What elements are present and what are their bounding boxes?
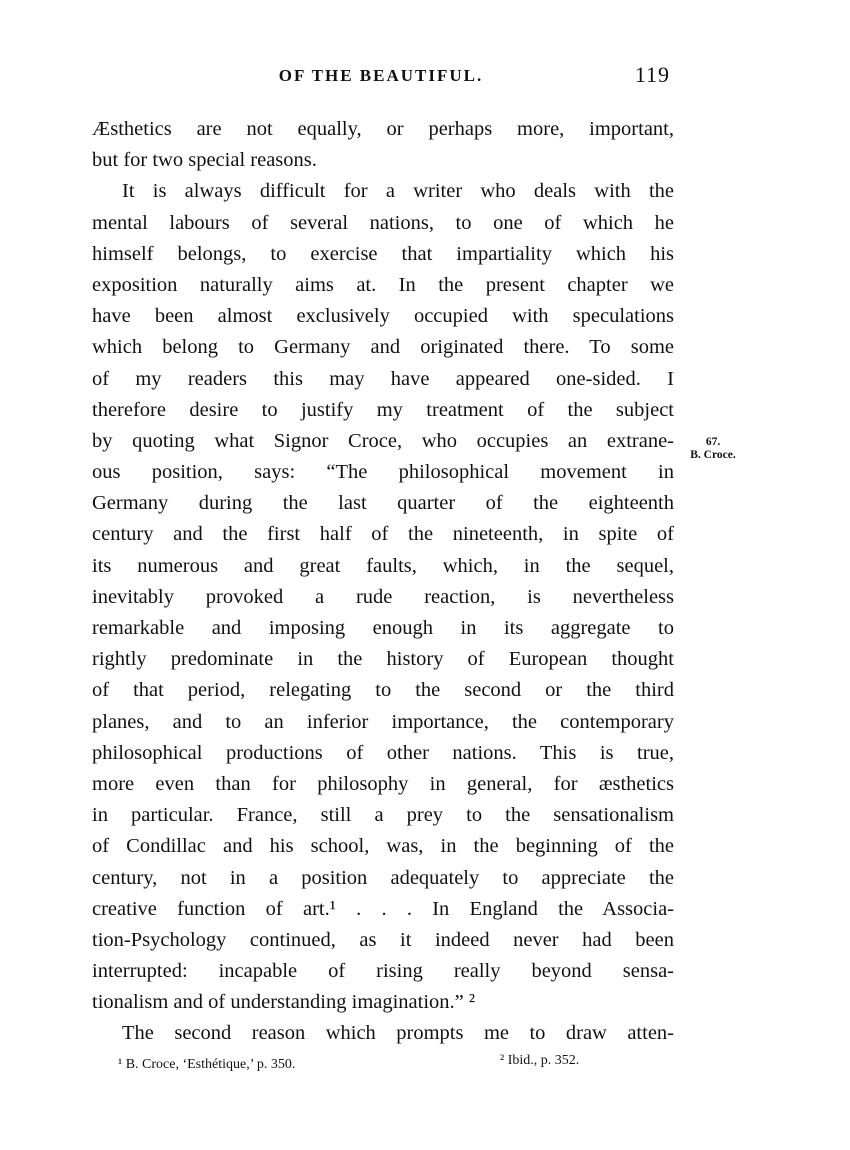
page-header — [92, 62, 670, 90]
text-line: more even than for philosophy in general, for æsthetics — [92, 772, 674, 795]
text-line: tion-Psychology continued, as it indeed never had been — [92, 928, 674, 951]
text-line: but for two special reasons. — [92, 149, 317, 172]
text-line: inevitably provoked a rude reaction, is nevertheless — [92, 585, 674, 608]
text-line: in particular. France, still a prey to the sensationalism — [92, 804, 674, 827]
margin-note-number: 67. — [705, 436, 721, 448]
text-line: Æsthetics are not equally, or perhaps more, important, — [92, 118, 674, 140]
text-line: planes, and to an inferior importance, the contemporary — [92, 710, 674, 733]
running-head: OF THE BEAUTIFUL. — [278, 66, 484, 85]
text-line: interrupted: incapable of rising really beyond sensa- — [92, 960, 674, 983]
text-line: remarkable and imposing enough in its aggregate to — [92, 617, 674, 639]
text-line: It is always difficult for a writer who deals with the — [122, 180, 674, 203]
text-line: of my readers this may have appeared one-sided. I — [92, 367, 674, 390]
text-line: which belong to Germany and originated there. To some — [92, 336, 674, 359]
text-line: himself belongs, to exercise that impartiality which his — [92, 242, 674, 265]
margin-note-label: B. Croce. — [690, 449, 736, 461]
text-line: The second reason which prompts me to draw atten- — [122, 1022, 674, 1045]
page-number: 119 — [634, 62, 670, 87]
footnote-1: ¹ B. Croce, ‘Esthétique,’ p. 350. — [118, 1057, 296, 1072]
text-line: have been almost exclusively occupied with speculations — [92, 305, 674, 328]
text-line: tionalism and of understanding imagination.” ² — [92, 991, 476, 1014]
text-line: creative function of art.¹ . . . In England the Associa- — [92, 897, 674, 920]
text-line: therefore desire to justify my treatment of the subject — [92, 398, 674, 421]
margin-note — [683, 436, 743, 462]
text-line: Germany during the last quarter of the eighteenth — [92, 492, 674, 515]
footnote-2: ² Ibid., p. 352. — [500, 1053, 580, 1068]
footnotes — [92, 1053, 674, 1079]
text-line: by quoting what Signor Croce, who occupies an extrane- — [92, 429, 674, 452]
text-line: of that period, relegating to the second or the third — [92, 679, 674, 702]
text-line: philosophical productions of other nations. This is true, — [92, 741, 674, 764]
text-line: mental labours of several nations, to one of which he — [92, 211, 674, 234]
text-line: exposition naturally aims at. In the present chapter we — [92, 273, 674, 296]
text-line: of Condillac and his school, was, in the beginning of the — [92, 835, 674, 858]
body-text — [92, 114, 674, 1050]
text-line: century and the first half of the nineteenth, in spite of — [92, 523, 674, 546]
text-line: rightly predominate in the history of European thought — [92, 648, 674, 671]
text-line: its numerous and great faults, which, in the sequel, — [92, 554, 674, 577]
text-line: ous position, says: “The philosophical movement in — [92, 461, 674, 484]
text-line: century, not in a position adequately to appreciate the — [92, 866, 674, 889]
